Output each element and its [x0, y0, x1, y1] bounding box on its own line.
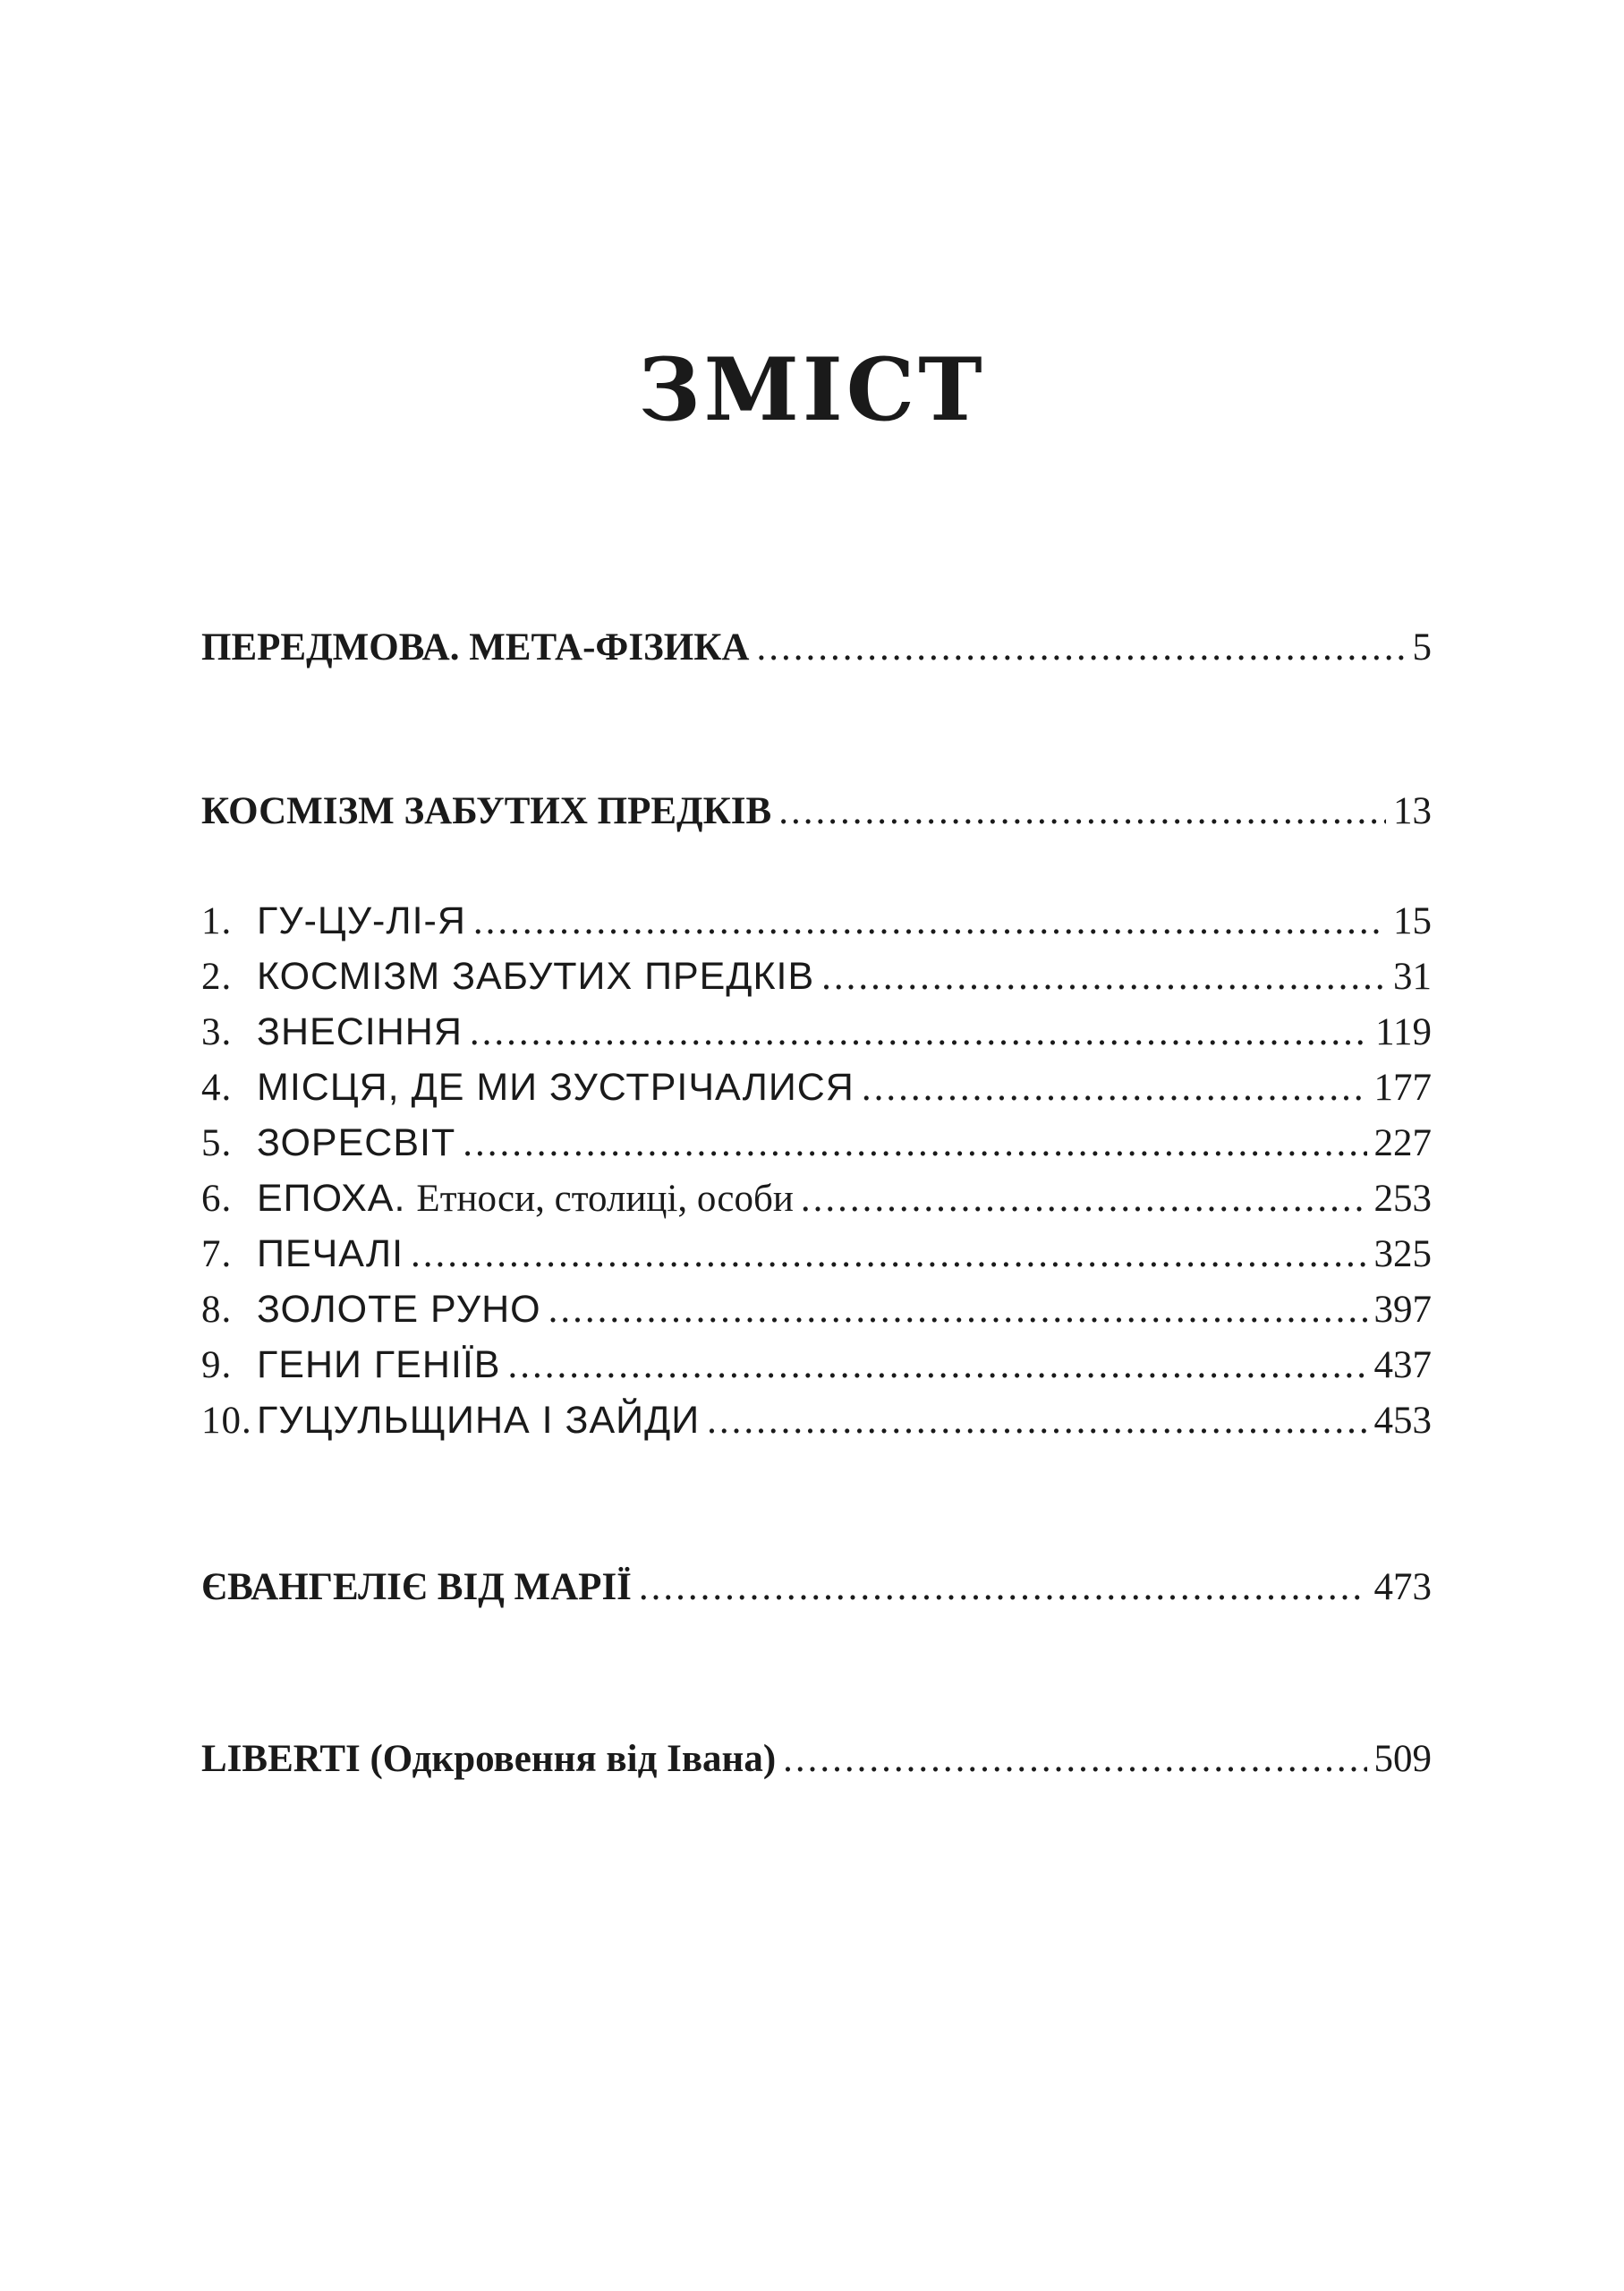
toc-entry-preface[interactable]	[201, 628, 1432, 667]
toc-page-number: 253	[1373, 1178, 1432, 1220]
toc-chapter-1[interactable]	[201, 899, 1432, 942]
chapter-number: 7.	[201, 1233, 233, 1275]
toc-page-number: 177	[1373, 1067, 1432, 1109]
toc-page-number: 437	[1373, 1344, 1432, 1386]
toc-entry-label: КОСМІЗМ ЗАБУТИХ ПРЕДКІВ	[201, 790, 772, 832]
toc-leader-dots	[473, 902, 1386, 941]
chapter-number: 6.	[201, 1178, 233, 1220]
toc-page-number: 325	[1373, 1233, 1432, 1275]
chapter-number: 4.	[201, 1067, 233, 1109]
toc-entry-label: ЄВАНГЕЛІЄ ВІД МАРІЇ	[201, 1566, 632, 1608]
toc-page-number: 473	[1373, 1566, 1432, 1608]
toc-entry-label	[201, 1401, 700, 1440]
chapter-title: ПЕЧАЛІ	[257, 1232, 404, 1275]
toc-page-number: 5	[1412, 626, 1432, 669]
toc-entry-part2[interactable]	[201, 1568, 1432, 1606]
chapter-title: МІСЦЯ, ДЕ МИ ЗУСТРІЧАЛИСЯ	[257, 1066, 855, 1109]
chapter-title: ЕПОХА.	[257, 1177, 406, 1220]
toc-entry-label	[201, 1343, 501, 1386]
toc-entry-label	[201, 1066, 855, 1109]
toc-chapter-2[interactable]	[201, 955, 1432, 998]
chapter-title: КОСМІЗМ ЗАБУТИХ ПРЕДКІВ	[257, 955, 815, 998]
toc-chapter-9[interactable]	[201, 1343, 1432, 1386]
chapter-title: ЗОЛОТЕ РУНО	[257, 1288, 541, 1331]
toc-chapter-7[interactable]	[201, 1232, 1432, 1275]
toc-leader-dots	[707, 1401, 1366, 1440]
toc-chapter-6[interactable]	[201, 1177, 1432, 1220]
chapter-number: 10.	[201, 1400, 252, 1442]
chapter-number: 2.	[201, 956, 233, 998]
toc-entry-part1[interactable]	[201, 792, 1432, 830]
toc-page-number: 119	[1375, 1011, 1432, 1053]
toc-leader-dots	[778, 792, 1386, 830]
toc-entry-label	[201, 1232, 404, 1275]
toc-leader-dots	[862, 1069, 1367, 1107]
toc-leader-dots	[470, 1013, 1368, 1052]
toc-entry-label	[201, 955, 815, 998]
toc-entry-label	[201, 1290, 541, 1329]
chapter-number: 1.	[201, 900, 233, 942]
toc-chapter-10[interactable]	[201, 1401, 1432, 1440]
chapter-number: 8.	[201, 1289, 233, 1331]
toc-chapter-4[interactable]	[201, 1066, 1432, 1109]
toc-leader-dots	[821, 958, 1386, 996]
toc-leader-dots	[411, 1235, 1366, 1273]
chapter-title: ГУ-ЦУ-ЛІ-Я	[257, 899, 466, 942]
toc-page-number: 13	[1393, 790, 1432, 832]
toc-page-number: 453	[1373, 1400, 1432, 1442]
toc-page-number: 15	[1393, 900, 1432, 942]
toc-leader-dots	[756, 628, 1405, 667]
toc-leader-dots	[548, 1290, 1367, 1329]
chapter-number: 9.	[201, 1344, 233, 1386]
toc-entry-label	[201, 1177, 794, 1220]
toc-page-number: 397	[1373, 1289, 1432, 1331]
toc-entry-label: LIBERTI (Одкровення від Івана)	[201, 1738, 777, 1780]
toc-leader-dots	[783, 1740, 1366, 1778]
toc-chapter-3[interactable]	[201, 1010, 1432, 1053]
page-title: ЗМІСТ	[638, 339, 986, 440]
toc-leader-dots	[801, 1180, 1367, 1218]
chapter-subtitle: Етноси, столиці, особи	[416, 1178, 794, 1220]
chapter-title: ГЕНИ ГЕНІЇВ	[257, 1343, 501, 1386]
chapter-number: 3.	[201, 1011, 233, 1053]
toc-entry-label	[201, 1121, 456, 1164]
toc-entry-label: ПЕРЕДМОВА. МЕТА-ФІЗИКА	[201, 626, 750, 669]
toc-leader-dots	[507, 1346, 1366, 1384]
toc-page-number: 31	[1393, 956, 1432, 998]
toc-chapter-5[interactable]	[201, 1121, 1432, 1164]
toc-page-number: 227	[1373, 1122, 1432, 1164]
toc-entry-label	[201, 1010, 463, 1053]
chapter-number: 5.	[201, 1122, 233, 1164]
toc-leader-dots	[639, 1568, 1367, 1606]
chapter-title: ГУЦУЛЬЩИНА І ЗАЙДИ	[257, 1399, 701, 1442]
toc-page-number: 509	[1373, 1738, 1432, 1780]
toc-chapter-8[interactable]	[201, 1290, 1432, 1329]
toc-entry-part3[interactable]	[201, 1740, 1432, 1778]
chapter-title: ЗНЕСІННЯ	[257, 1010, 463, 1053]
chapter-title: ЗОРЕСВІТ	[257, 1121, 456, 1164]
toc-entry-label	[201, 899, 466, 942]
toc-leader-dots	[463, 1124, 1366, 1163]
